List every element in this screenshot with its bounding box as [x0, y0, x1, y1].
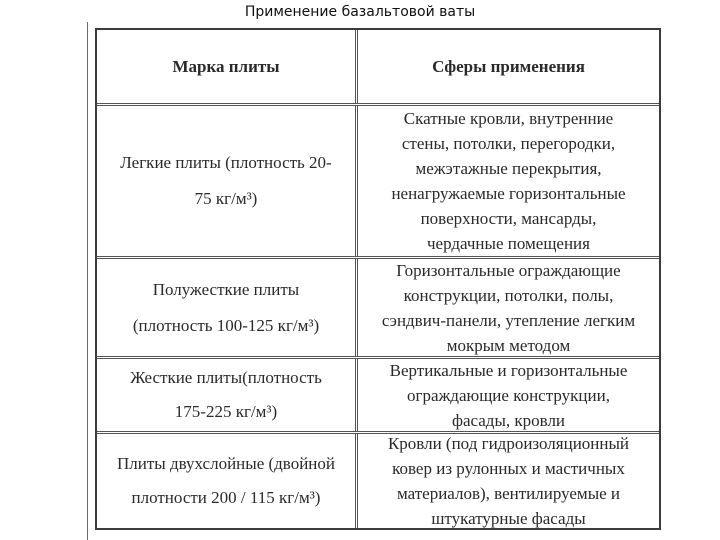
grade-cell: Легкие плиты (плотность 20- 75 кг/м³)	[97, 106, 358, 256]
table-row	[97, 359, 659, 431]
page-title: Применение базальтовой ваты	[244, 4, 476, 20]
grade-cell: Полужесткие плиты (плотность 100-125 кг/м³)	[97, 259, 358, 356]
header-usage: Сферы применения	[432, 56, 585, 76]
grade-cell: Плиты двухслойные (двойной плотности 200 / 115 кг/м³)	[97, 434, 358, 528]
usage-cell: Скатные кровли, внутренние стены, потолки, перегородки, межэтажные перекрытия, ненагружаемые горизонтальные поверхности, мансарды, чердачные помещения	[391, 109, 626, 253]
table-row	[97, 259, 659, 356]
application-table	[95, 28, 661, 530]
table-header-row	[97, 30, 659, 103]
header-grade: Марка плиты	[97, 30, 358, 103]
left-margin-line	[87, 22, 88, 540]
usage-cell: Вертикальные и горизонтальные ограждающие конструкции, фасады, кровли	[389, 360, 628, 430]
grade-cell: Жесткие плиты(плотность 175-225 кг/м³)	[97, 359, 358, 431]
table-row	[97, 106, 659, 256]
usage-cell: Кровли (под гидроизоляционный ковер из рулонных и мастичных материалов), вентилируемые и штукатурные фасады	[387, 434, 630, 528]
usage-cell: Горизонтальные ограждающие конструкции, потолки, полы, сэндвич-панели, утепление легким мокрым методом	[381, 260, 636, 355]
table-row	[97, 434, 659, 528]
